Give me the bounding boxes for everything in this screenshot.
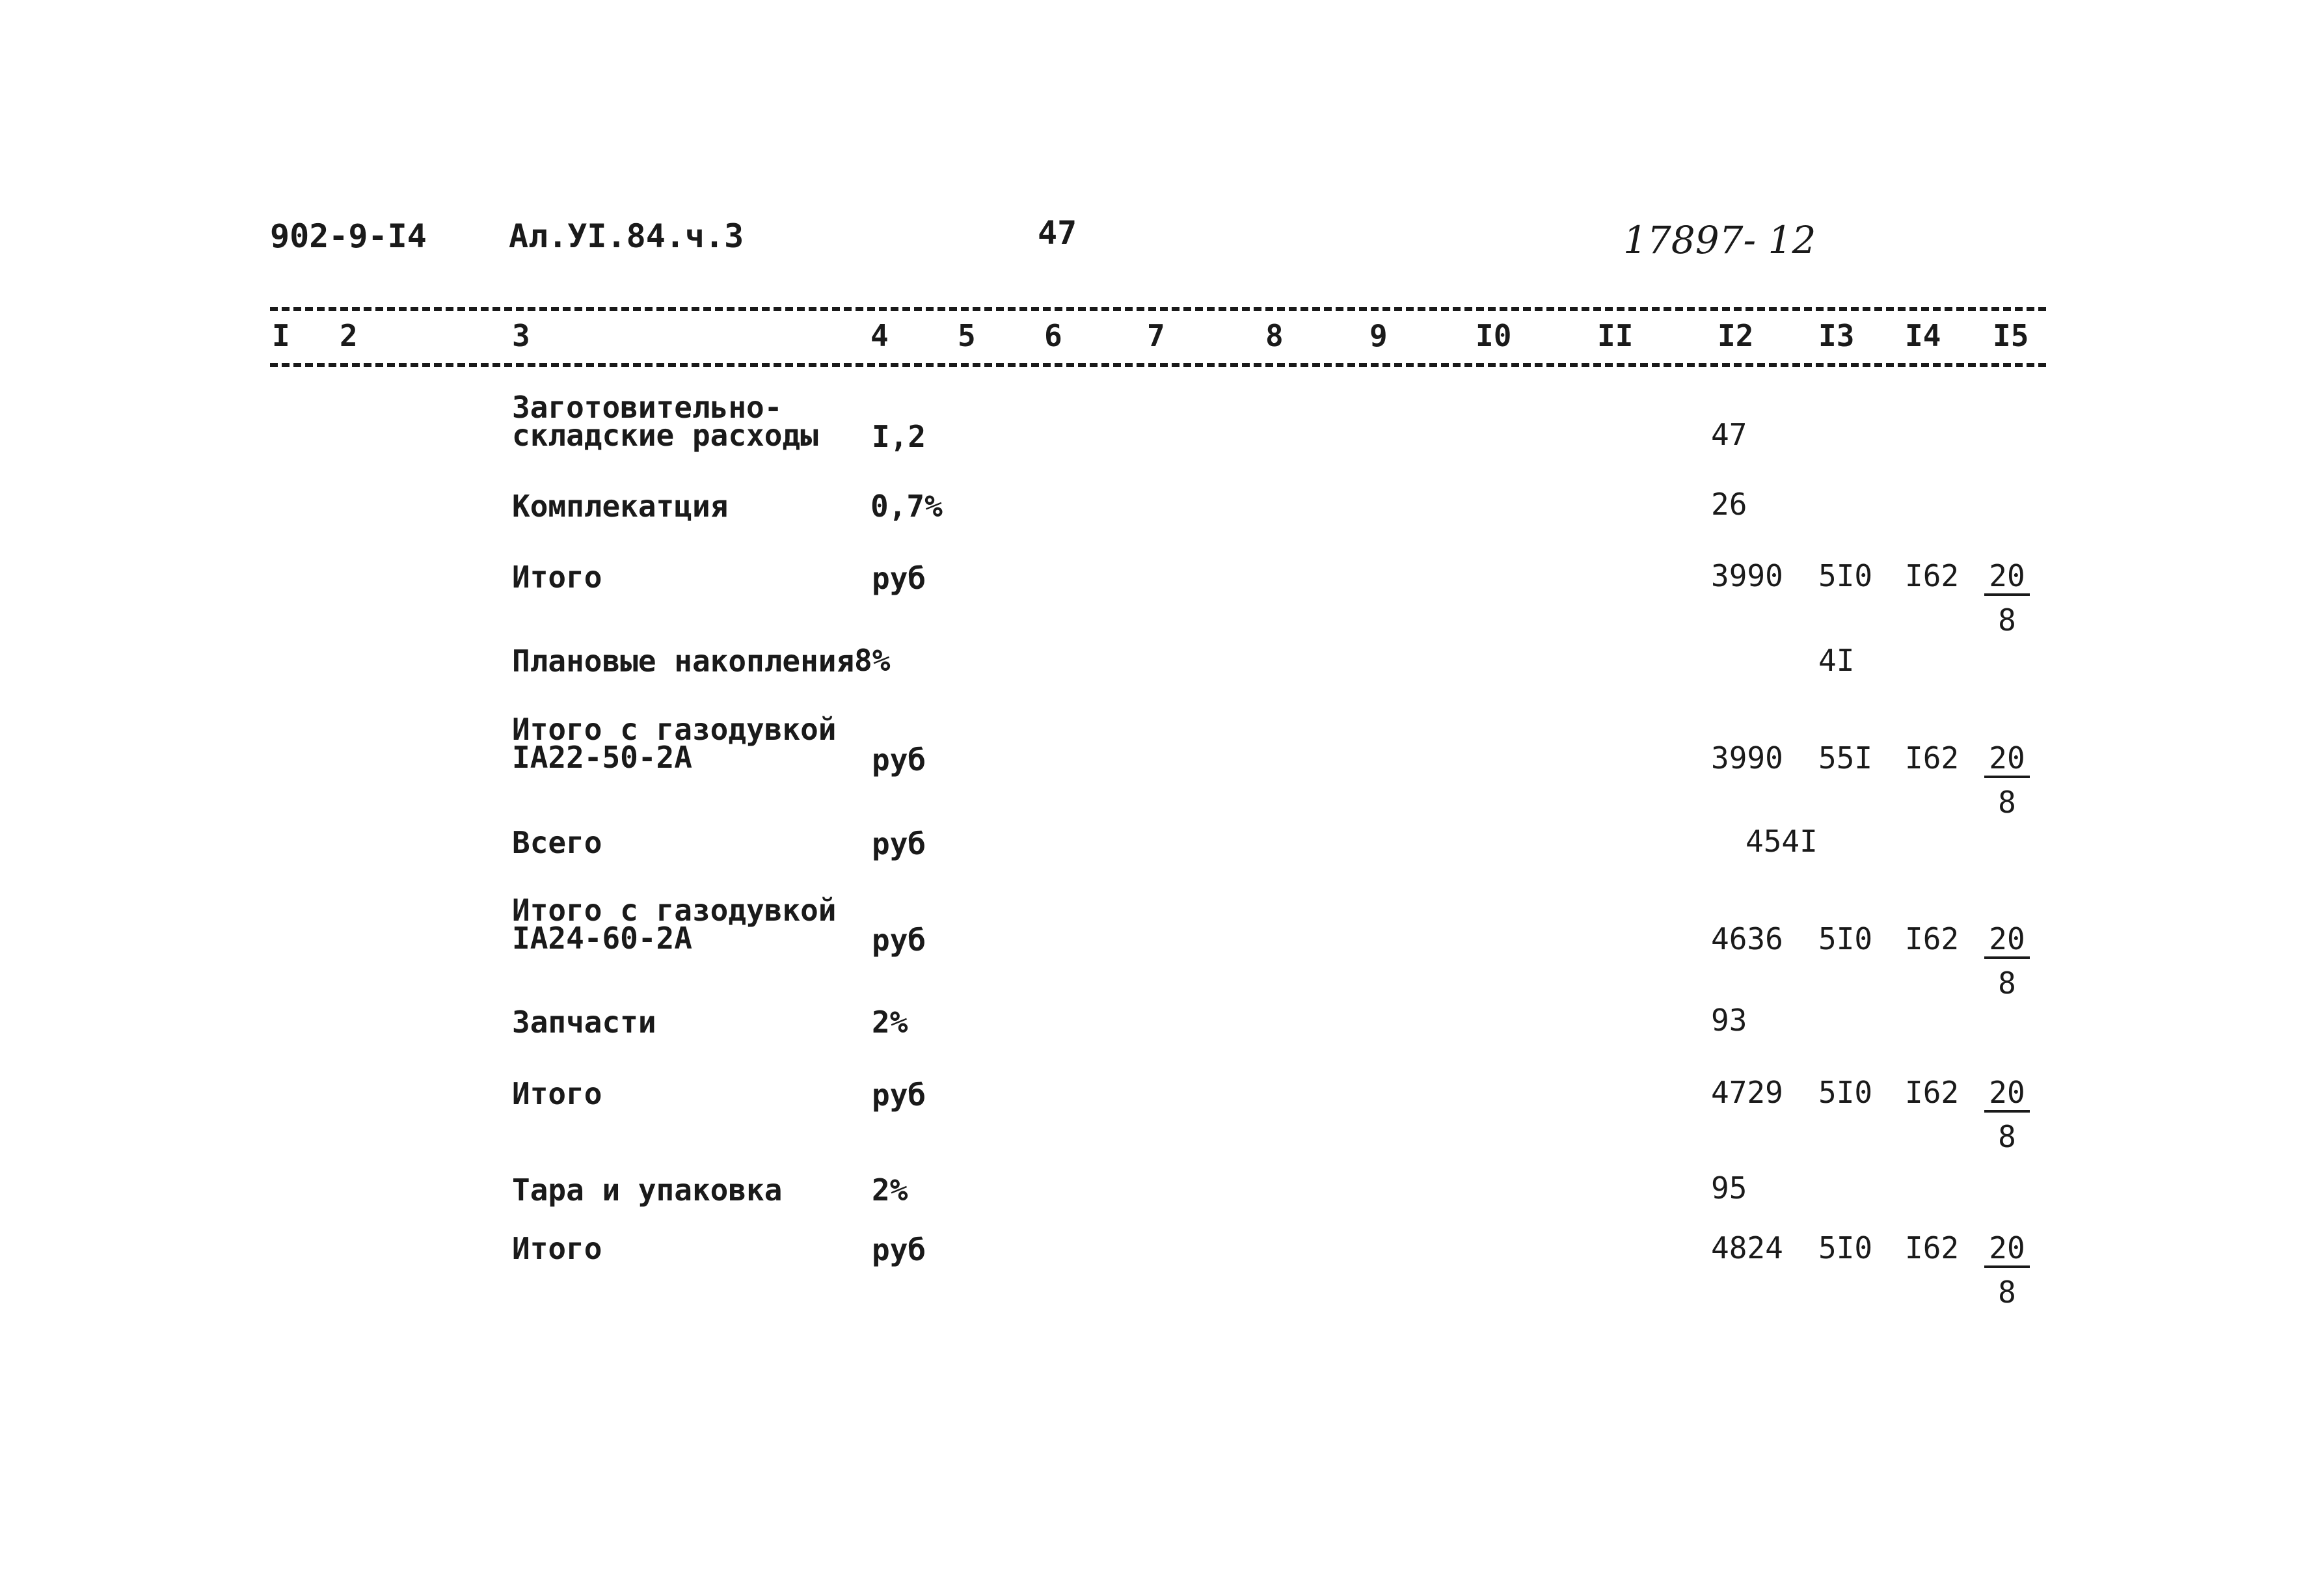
row-col15-fraction [1984, 921, 2030, 1001]
col-header-12: I2 [1718, 318, 1754, 353]
row-col14: I62 [1905, 1230, 1960, 1265]
row-col13: 55I [1818, 740, 1873, 776]
row-description: Заготовительно- складские расходы [512, 390, 818, 453]
col-header-9: 9 [1369, 318, 1388, 353]
row-description: Тара и упаковка [512, 1172, 783, 1208]
row-col13: 5I0 [1818, 1230, 1873, 1265]
col-header-3: 3 [512, 318, 530, 353]
row-col14: I62 [1905, 740, 1960, 776]
row-description: Запчасти [512, 1005, 656, 1040]
row-col12: 3990 [1711, 558, 1783, 593]
row-unit: руб [872, 923, 926, 958]
row-col12: 4729 [1711, 1075, 1783, 1110]
row-col14: I62 [1905, 1075, 1960, 1110]
fraction-denominator: 8 [1998, 1275, 2016, 1310]
row-description: Всего [512, 825, 602, 860]
row-description: Итого с газодувкой IA24-60-2A [512, 893, 837, 956]
row-rate: 8% [854, 643, 891, 678]
row-col13: 5I0 [1818, 1075, 1873, 1110]
row-col12: 95 [1711, 1170, 1747, 1206]
fraction-numerator: 20 [1984, 1077, 2030, 1113]
row-col12: 4636 [1711, 921, 1783, 956]
row-unit: руб [872, 1232, 926, 1267]
row-col15-fraction [1984, 1077, 2030, 1152]
row-col15-fraction [1984, 1230, 2030, 1310]
album-reference: Ал.УI.84.ч.3 [509, 217, 744, 255]
row-col12: 3990 [1711, 740, 1783, 776]
row-col12: 454I [1746, 824, 1818, 859]
col-header-10: I0 [1476, 318, 1512, 353]
fraction-numerator: 20 [1984, 743, 2030, 778]
row-col12: 93 [1711, 1003, 1747, 1038]
page-number: 47 [1038, 214, 1077, 252]
row-rate: I,2 [872, 419, 926, 454]
bottom-dashed-rule [270, 363, 2046, 367]
fraction-numerator: 20 [1984, 1233, 2030, 1268]
top-dashed-rule [270, 307, 2046, 311]
fraction-denominator: 8 [1998, 966, 2016, 1001]
col-header-13: I3 [1818, 318, 1855, 353]
col-header-1: I [272, 318, 290, 353]
row-description: Итого с газодувкой IA22-50-2A [512, 712, 837, 775]
row-rate: 2% [872, 1172, 908, 1208]
row-col12: 4824 [1711, 1230, 1783, 1265]
row-description: Плановые накопления [512, 643, 855, 679]
row-unit: руб [872, 1077, 926, 1113]
row-col15-fraction [1984, 558, 2030, 638]
col-header-2: 2 [340, 318, 358, 353]
col-header-11: II [1597, 318, 1634, 353]
fraction-numerator: 20 [1984, 561, 2030, 596]
row-description: Итого [512, 560, 602, 595]
row-col13: 5I0 [1818, 558, 1873, 593]
row-description: Итого [512, 1076, 602, 1111]
row-unit: руб [872, 561, 926, 596]
col-header-5: 5 [958, 318, 976, 353]
row-col15-fraction [1984, 740, 2030, 820]
col-header-7: 7 [1147, 318, 1165, 353]
row-col13: 4I [1818, 643, 1855, 678]
fraction-numerator: 20 [1984, 924, 2030, 959]
row-description: Итого [512, 1231, 602, 1266]
row-unit: руб [872, 742, 926, 778]
row-unit: руб [872, 826, 926, 861]
row-col12: 47 [1711, 417, 1747, 452]
col-header-15: I5 [1993, 318, 2029, 353]
row-col12: 26 [1711, 487, 1747, 522]
fraction-denominator: 8 [1998, 602, 2016, 638]
document-code: 902-9-I4 [270, 217, 427, 255]
row-col14: I62 [1905, 558, 1960, 593]
col-header-8: 8 [1265, 318, 1284, 353]
row-col13: 5I0 [1818, 921, 1873, 956]
row-rate: 2% [872, 1005, 908, 1040]
row-description: Комплекатция [512, 489, 729, 524]
fraction-denominator: 8 [1998, 1119, 2016, 1154]
row-rate: 0,7% [870, 489, 943, 524]
fraction-denominator: 8 [1998, 785, 2016, 820]
handwritten-doc-number: 17897- 12 [1623, 218, 1816, 262]
row-col14: I62 [1905, 921, 1960, 956]
col-header-4: 4 [870, 318, 889, 353]
col-header-14: I4 [1905, 318, 1941, 353]
col-header-6: 6 [1044, 318, 1062, 353]
